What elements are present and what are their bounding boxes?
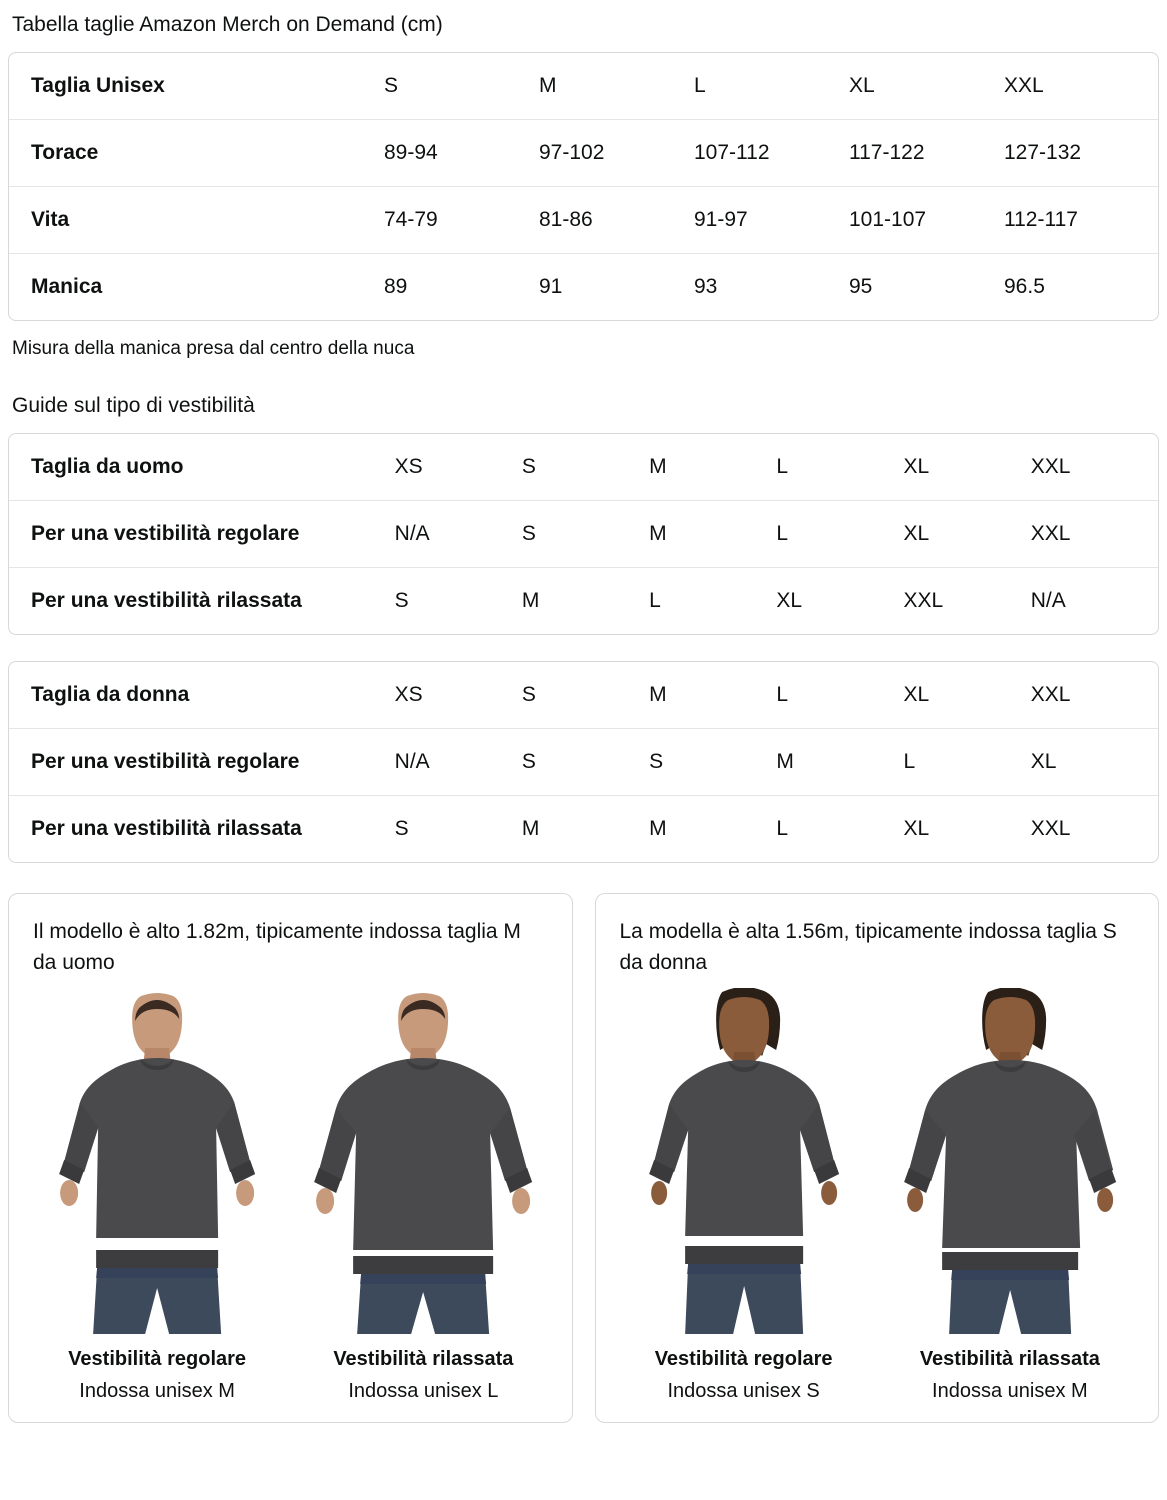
table-row [9, 120, 1159, 187]
male-model-card [8, 893, 573, 1423]
male-model-description: Il modello è alto 1.82m, tipicamente indossa taglia M da uomo [33, 920, 521, 974]
unisex-size-table-wrapper [8, 52, 1159, 321]
cell: L [649, 589, 661, 612]
cell: M [521, 817, 540, 840]
cell: XXL [1031, 434, 1158, 501]
figure-caption: Vestibilità rilassata [333, 1348, 514, 1370]
cell: M [776, 729, 903, 796]
cell: XL [1031, 729, 1158, 796]
figure-caption: Vestibilità regolare [68, 1348, 247, 1370]
cell: 89 [384, 275, 408, 298]
cell: XL [904, 501, 1031, 568]
cell: L [776, 501, 903, 568]
cell: S [522, 434, 649, 501]
cell: M [649, 434, 776, 501]
table-row [9, 434, 1158, 501]
unisex-size-table [9, 53, 1159, 320]
cell: L [776, 817, 788, 840]
man-regular-fit-photo [33, 988, 281, 1334]
figure-subcaption: Indossa unisex S [667, 1380, 820, 1402]
page-title: Tabella taglie Amazon Merch on Demand (cm) [12, 13, 443, 36]
cell: 101-107 [849, 187, 1004, 254]
cell: 91 [539, 275, 563, 298]
cell: 95 [849, 275, 873, 298]
cell: N/A [1030, 589, 1066, 612]
cell: XS [395, 662, 522, 729]
cell: 89-94 [384, 120, 539, 187]
unisex-header-label: Taglia Unisex [9, 53, 384, 120]
unisex-header-s: S [384, 53, 539, 120]
woman-regular-fit-photo [620, 988, 868, 1334]
cell: XL [904, 662, 1031, 729]
cell: 81-86 [539, 187, 694, 254]
men-regular-fit-label: Per una vestibilità regolare [9, 501, 395, 568]
men-fit-table-wrapper [8, 433, 1159, 635]
figure-woman-relaxed [886, 988, 1134, 1404]
cell: XL [776, 589, 802, 612]
female-model-description: La modella è alta 1.56m, tipicamente indossa taglia S da donna [619, 920, 1117, 974]
figure-caption: Vestibilità regolare [654, 1348, 833, 1370]
cell: 127-132 [1004, 120, 1159, 187]
table-row [9, 501, 1158, 568]
cell: 93 [694, 275, 718, 298]
cell: M [649, 501, 776, 568]
unisex-header-xxl: XXL [1004, 53, 1159, 120]
cell: S [394, 817, 409, 840]
table-row [9, 662, 1158, 729]
figure-subcaption: Indossa unisex L [348, 1380, 499, 1402]
cell: XXL [1031, 662, 1158, 729]
cell: S [394, 589, 409, 612]
cell: 91-97 [694, 187, 849, 254]
cell: S [649, 729, 776, 796]
women-regular-fit-label: Per una vestibilità regolare [9, 729, 395, 796]
cell: 96.5 [1004, 275, 1045, 298]
row-label-torace: Torace [9, 120, 384, 187]
table-row [9, 568, 1158, 635]
cell: M [649, 662, 776, 729]
figure-caption: Vestibilità rilassata [919, 1348, 1100, 1370]
cell: M [649, 817, 667, 840]
row-label-manica: Manica [31, 275, 103, 298]
figure-man-relaxed [299, 988, 547, 1404]
table-row [9, 53, 1159, 120]
cell: XXL [1030, 817, 1071, 840]
cell: XL [904, 434, 1031, 501]
women-fit-table-wrapper [8, 661, 1159, 863]
cell: L [776, 662, 903, 729]
man-relaxed-fit-photo [299, 988, 547, 1334]
male-figures [33, 988, 548, 1404]
unisex-header-l: L [694, 53, 849, 120]
cell: M [521, 589, 540, 612]
woman-relaxed-fit-photo [886, 988, 1134, 1334]
women-relaxed-fit-label: Per una vestibilità rilassata [31, 817, 302, 840]
table-row [9, 729, 1158, 796]
women-size-label: Taglia da donna [9, 662, 395, 729]
cell: 74-79 [384, 187, 539, 254]
cell: N/A [395, 729, 522, 796]
men-size-label: Taglia da uomo [9, 434, 395, 501]
table-row [9, 796, 1158, 863]
cell: XXL [903, 589, 944, 612]
cell: S [522, 729, 649, 796]
cell: L [904, 729, 1031, 796]
model-cards [8, 893, 1159, 1423]
row-label-vita: Vita [9, 187, 384, 254]
cell: XL [903, 817, 930, 840]
cell: L [776, 434, 903, 501]
unisex-header-xl: XL [849, 53, 1004, 120]
cell: S [522, 501, 649, 568]
cell: 117-122 [849, 120, 1004, 187]
cell: S [522, 662, 649, 729]
sleeve-measurement-note: Misura della manica presa dal centro della nuca [12, 338, 415, 359]
cell: XS [395, 434, 522, 501]
table-row [9, 254, 1159, 321]
cell: 107-112 [694, 120, 849, 187]
figure-subcaption: Indossa unisex M [932, 1380, 1088, 1402]
cell: 97-102 [539, 120, 694, 187]
figure-man-regular [33, 988, 281, 1404]
cell: 112-117 [1004, 187, 1159, 254]
figure-woman-regular [620, 988, 868, 1404]
women-fit-table [9, 662, 1158, 862]
unisex-header-m: M [539, 53, 694, 120]
fit-guides-title: Guide sul tipo di vestibilità [12, 394, 255, 417]
table-row [9, 187, 1159, 254]
female-figures [620, 988, 1135, 1404]
figure-subcaption: Indossa unisex M [79, 1380, 235, 1402]
cell: N/A [395, 501, 522, 568]
cell: XXL [1031, 501, 1158, 568]
men-relaxed-fit-label: Per una vestibilità rilassata [31, 589, 302, 612]
men-fit-table [9, 434, 1158, 634]
female-model-card [595, 893, 1160, 1423]
